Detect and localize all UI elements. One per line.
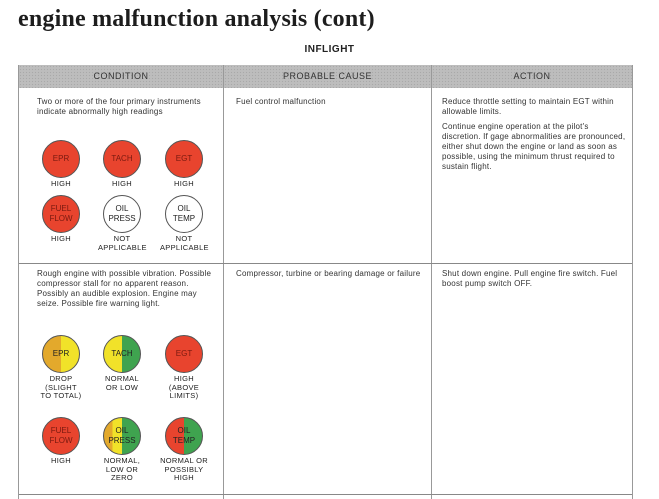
gauge-label: EGT xyxy=(175,349,193,358)
gauge-label: EPR xyxy=(52,154,70,163)
row-divider xyxy=(19,263,632,264)
epr-gauge-icon xyxy=(42,140,80,178)
gauge-caption: HIGH xyxy=(51,234,71,243)
tach-gauge-icon xyxy=(103,140,141,178)
epr-gauge xyxy=(37,335,85,401)
gauge-caption: HIGH (ABOVE LIMITS) xyxy=(168,374,200,400)
row1-action-paragraph: Reduce throttle setting to maintain EGT within allowable limits. xyxy=(442,97,614,116)
oil-press-gauge-icon xyxy=(103,195,141,233)
page-title: engine malfunction analysis (cont) xyxy=(18,6,375,32)
gauge-label: TACH xyxy=(111,154,133,163)
tach-gauge xyxy=(98,140,146,189)
oil-temp-gauge xyxy=(160,417,208,483)
row1-condition: Two or more of the four primary instruments indicate abnormally high readings xyxy=(37,97,201,116)
gauge-caption: HIGH xyxy=(51,179,71,188)
tach-gauge-icon xyxy=(103,335,141,373)
gauge-caption: NORMAL, LOW OR ZERO xyxy=(103,456,141,482)
row2-probable-cause: Compressor, turbine or bearing damage or failure xyxy=(236,269,421,278)
fuel-flow-gauge-icon xyxy=(42,417,80,455)
oil-press-gauge xyxy=(98,417,146,483)
gauge-label: FUEL FLOW xyxy=(49,426,73,445)
gauge-label: FUEL FLOW xyxy=(49,204,73,223)
gauge-label: OIL PRESS xyxy=(108,426,136,445)
oil-temp-gauge-icon xyxy=(165,417,203,455)
oil-temp-gauge xyxy=(160,195,208,252)
row1-probable-cause: Fuel control malfunction xyxy=(236,97,326,106)
egt-gauge-icon xyxy=(165,140,203,178)
gauge-label: EGT xyxy=(175,154,193,163)
oil-press-gauge-icon xyxy=(103,417,141,455)
fuel-flow-gauge-icon xyxy=(42,195,80,233)
row2-condition: Rough engine with possible vibration. Possible compressor stall for no apparent reason. Possibly an audible explosion. Engine may seize. Possible fire warning light. xyxy=(37,269,212,308)
gauge-label: OIL TEMP xyxy=(172,204,196,223)
column-divider xyxy=(431,65,432,499)
gauge-caption: HIGH xyxy=(51,456,71,465)
egt-gauge-icon xyxy=(165,335,203,373)
gauge-label: TACH xyxy=(111,349,133,358)
oil-temp-gauge-icon xyxy=(165,195,203,233)
gauge-caption: NORMAL OR POSSIBLY HIGH xyxy=(160,456,208,482)
gauge-caption: NORMAL OR LOW xyxy=(105,374,139,392)
tach-gauge xyxy=(98,335,146,392)
row1-action-paragraph: Continue engine operation at the pilot's discretion. If gage abnormalities are pronounced, either shut down the engine or land as soon as possible, using the minimum thrust required to sustain flight. xyxy=(442,122,626,171)
table-header-row xyxy=(19,65,632,88)
gauge-caption: NOT APPLICABLE xyxy=(160,234,209,252)
malfunction-table xyxy=(18,65,633,499)
row2-action xyxy=(442,269,626,294)
row-divider xyxy=(19,494,632,495)
epr-gauge xyxy=(37,140,85,189)
gauge-label: OIL PRESS xyxy=(108,204,136,223)
fuel-flow-gauge xyxy=(37,195,85,244)
gauge-label: OIL TEMP xyxy=(172,426,196,445)
header-probable-cause: PROBABLE CAUSE xyxy=(224,65,431,88)
epr-gauge-icon xyxy=(42,335,80,373)
column-divider xyxy=(223,65,224,499)
gauge-caption: NOT APPLICABLE xyxy=(98,234,147,252)
header-action: ACTION xyxy=(432,65,632,88)
oil-press-gauge xyxy=(98,195,146,252)
header-condition: CONDITION xyxy=(19,65,223,88)
section-subtitle: INFLIGHT xyxy=(304,44,355,55)
egt-gauge xyxy=(160,335,208,401)
row2-action-paragraph: Shut down engine. Pull engine fire switch. Fuel boost pump switch OFF. xyxy=(442,269,618,288)
row1-action xyxy=(442,97,626,177)
gauge-caption: HIGH xyxy=(174,179,194,188)
gauge-caption: DROP (SLIGHT TO TOTAL) xyxy=(40,374,82,400)
fuel-flow-gauge xyxy=(37,417,85,466)
gauge-caption: HIGH xyxy=(112,179,132,188)
gauge-label: EPR xyxy=(52,349,70,358)
egt-gauge xyxy=(160,140,208,189)
